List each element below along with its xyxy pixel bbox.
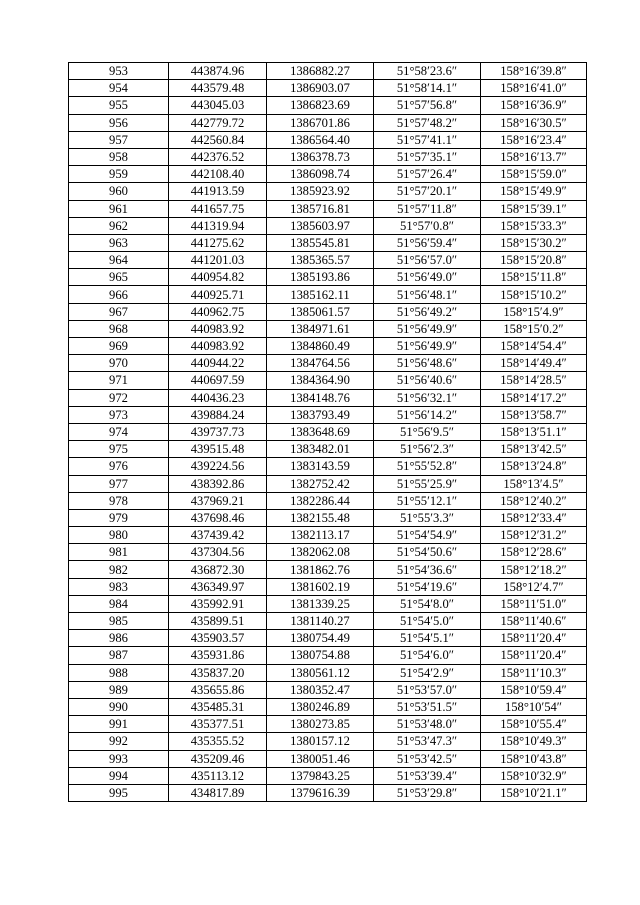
table-row: [69, 252, 587, 269]
latitude-cell: 51°54′5.0″: [374, 613, 481, 630]
latitude-cell: 51°55′52.8″: [374, 458, 481, 475]
x-coordinate-cell: 434817.89: [169, 784, 267, 801]
point-number-cell: 953: [69, 63, 169, 80]
table-row: [69, 63, 587, 80]
y-coordinate-cell: 1386882.27: [267, 63, 374, 80]
y-coordinate-cell: 1380051.46: [267, 750, 374, 767]
x-coordinate-cell: 439224.56: [169, 458, 267, 475]
y-coordinate-cell: 1385365.57: [267, 252, 374, 269]
x-coordinate-cell: 440697.59: [169, 372, 267, 389]
longitude-cell: 158°13′58.7″: [481, 406, 587, 423]
point-number-cell: 980: [69, 527, 169, 544]
y-coordinate-cell: 1383482.01: [267, 441, 374, 458]
longitude-cell: 158°15′49.9″: [481, 183, 587, 200]
latitude-cell: 51°58′14.1″: [374, 80, 481, 97]
table-row: [69, 492, 587, 509]
longitude-cell: 158°12′18.2″: [481, 561, 587, 578]
longitude-cell: 158°14′49.4″: [481, 355, 587, 372]
point-number-cell: 985: [69, 613, 169, 630]
y-coordinate-cell: 1379843.25: [267, 767, 374, 784]
table-row: [69, 441, 587, 458]
longitude-cell: 158°15′30.2″: [481, 234, 587, 251]
latitude-cell: 51°56′49.9″: [374, 338, 481, 355]
y-coordinate-cell: 1383648.69: [267, 423, 374, 440]
x-coordinate-cell: 435903.57: [169, 630, 267, 647]
longitude-cell: 158°15′39.1″: [481, 200, 587, 217]
x-coordinate-cell: 435113.12: [169, 767, 267, 784]
latitude-cell: 51°54′6.0″: [374, 647, 481, 664]
y-coordinate-cell: 1380246.89: [267, 698, 374, 715]
table-row: [69, 423, 587, 440]
point-number-cell: 973: [69, 406, 169, 423]
table-row: [69, 80, 587, 97]
latitude-cell: 51°56′14.2″: [374, 406, 481, 423]
x-coordinate-cell: 443579.48: [169, 80, 267, 97]
table-row: [69, 114, 587, 131]
y-coordinate-cell: 1385716.81: [267, 200, 374, 217]
longitude-cell: 158°16′23.4″: [481, 131, 587, 148]
point-number-cell: 989: [69, 681, 169, 698]
latitude-cell: 51°53′51.5″: [374, 698, 481, 715]
latitude-cell: 51°53′39.4″: [374, 767, 481, 784]
table-row: [69, 148, 587, 165]
latitude-cell: 51°56′40.6″: [374, 372, 481, 389]
table-row: [69, 217, 587, 234]
y-coordinate-cell: 1382752.42: [267, 475, 374, 492]
coordinates-table: [68, 62, 587, 802]
x-coordinate-cell: 435355.52: [169, 733, 267, 750]
x-coordinate-cell: 441913.59: [169, 183, 267, 200]
x-coordinate-cell: 435899.51: [169, 613, 267, 630]
latitude-cell: 51°58′23.6″: [374, 63, 481, 80]
x-coordinate-cell: 435837.20: [169, 664, 267, 681]
longitude-cell: 158°16′13.7″: [481, 148, 587, 165]
point-number-cell: 991: [69, 716, 169, 733]
y-coordinate-cell: 1383143.59: [267, 458, 374, 475]
longitude-cell: 158°15′11.8″: [481, 269, 587, 286]
x-coordinate-cell: 440962.75: [169, 303, 267, 320]
table-row: [69, 131, 587, 148]
table-row: [69, 389, 587, 406]
point-number-cell: 965: [69, 269, 169, 286]
x-coordinate-cell: 439884.24: [169, 406, 267, 423]
x-coordinate-cell: 441275.62: [169, 234, 267, 251]
y-coordinate-cell: 1379616.39: [267, 784, 374, 801]
point-number-cell: 971: [69, 372, 169, 389]
point-number-cell: 968: [69, 320, 169, 337]
table-row: [69, 613, 587, 630]
longitude-cell: 158°11′51.0″: [481, 595, 587, 612]
x-coordinate-cell: 435377.51: [169, 716, 267, 733]
longitude-cell: 158°16′41.0″: [481, 80, 587, 97]
latitude-cell: 51°57′48.2″: [374, 114, 481, 131]
x-coordinate-cell: 436349.97: [169, 578, 267, 595]
x-coordinate-cell: 443874.96: [169, 63, 267, 80]
longitude-cell: 158°15′4.9″: [481, 303, 587, 320]
y-coordinate-cell: 1386903.07: [267, 80, 374, 97]
x-coordinate-cell: 435992.91: [169, 595, 267, 612]
latitude-cell: 51°57′26.4″: [374, 166, 481, 183]
point-number-cell: 986: [69, 630, 169, 647]
latitude-cell: 51°53′57.0″: [374, 681, 481, 698]
table-row: [69, 784, 587, 801]
longitude-cell: 158°12′4.7″: [481, 578, 587, 595]
table-row: [69, 355, 587, 372]
y-coordinate-cell: 1380561.12: [267, 664, 374, 681]
x-coordinate-cell: 440983.92: [169, 338, 267, 355]
longitude-cell: 158°13′42.5″: [481, 441, 587, 458]
longitude-cell: 158°14′54.4″: [481, 338, 587, 355]
latitude-cell: 51°57′41.1″: [374, 131, 481, 148]
point-number-cell: 963: [69, 234, 169, 251]
latitude-cell: 51°56′48.1″: [374, 286, 481, 303]
point-number-cell: 964: [69, 252, 169, 269]
y-coordinate-cell: 1384364.90: [267, 372, 374, 389]
point-number-cell: 960: [69, 183, 169, 200]
point-number-cell: 978: [69, 492, 169, 509]
latitude-cell: 51°55′25.9″: [374, 475, 481, 492]
longitude-cell: 158°14′28.5″: [481, 372, 587, 389]
longitude-cell: 158°10′59.4″: [481, 681, 587, 698]
x-coordinate-cell: 439737.73: [169, 423, 267, 440]
point-number-cell: 988: [69, 664, 169, 681]
table-row: [69, 527, 587, 544]
point-number-cell: 977: [69, 475, 169, 492]
table-row: [69, 372, 587, 389]
longitude-cell: 158°12′33.4″: [481, 509, 587, 526]
y-coordinate-cell: 1386823.69: [267, 97, 374, 114]
longitude-cell: 158°12′28.6″: [481, 544, 587, 561]
latitude-cell: 51°57′56.8″: [374, 97, 481, 114]
point-number-cell: 979: [69, 509, 169, 526]
y-coordinate-cell: 1386564.40: [267, 131, 374, 148]
point-number-cell: 969: [69, 338, 169, 355]
point-number-cell: 984: [69, 595, 169, 612]
point-number-cell: 954: [69, 80, 169, 97]
table-row: [69, 750, 587, 767]
longitude-cell: 158°15′10.2″: [481, 286, 587, 303]
table-row: [69, 630, 587, 647]
latitude-cell: 51°56′32.1″: [374, 389, 481, 406]
longitude-cell: 158°13′51.1″: [481, 423, 587, 440]
latitude-cell: 51°57′20.1″: [374, 183, 481, 200]
x-coordinate-cell: 441201.03: [169, 252, 267, 269]
point-number-cell: 994: [69, 767, 169, 784]
point-number-cell: 972: [69, 389, 169, 406]
point-number-cell: 974: [69, 423, 169, 440]
y-coordinate-cell: 1385603.97: [267, 217, 374, 234]
point-number-cell: 959: [69, 166, 169, 183]
longitude-cell: 158°12′40.2″: [481, 492, 587, 509]
latitude-cell: 51°53′47.3″: [374, 733, 481, 750]
table-row: [69, 475, 587, 492]
table-row: [69, 578, 587, 595]
latitude-cell: 51°56′49.2″: [374, 303, 481, 320]
point-number-cell: 966: [69, 286, 169, 303]
y-coordinate-cell: 1385061.57: [267, 303, 374, 320]
x-coordinate-cell: 435931.86: [169, 647, 267, 664]
y-coordinate-cell: 1381140.27: [267, 613, 374, 630]
latitude-cell: 51°56′49.0″: [374, 269, 481, 286]
x-coordinate-cell: 440983.92: [169, 320, 267, 337]
y-coordinate-cell: 1386098.74: [267, 166, 374, 183]
point-number-cell: 976: [69, 458, 169, 475]
point-number-cell: 995: [69, 784, 169, 801]
point-number-cell: 982: [69, 561, 169, 578]
point-number-cell: 992: [69, 733, 169, 750]
latitude-cell: 51°56′9.5″: [374, 423, 481, 440]
latitude-cell: 51°56′59.4″: [374, 234, 481, 251]
point-number-cell: 993: [69, 750, 169, 767]
y-coordinate-cell: 1385545.81: [267, 234, 374, 251]
longitude-cell: 158°16′30.5″: [481, 114, 587, 131]
point-number-cell: 967: [69, 303, 169, 320]
x-coordinate-cell: 439515.48: [169, 441, 267, 458]
table-row: [69, 698, 587, 715]
y-coordinate-cell: 1381602.19: [267, 578, 374, 595]
table-row: [69, 647, 587, 664]
longitude-cell: 158°15′0.2″: [481, 320, 587, 337]
longitude-cell: 158°11′20.4″: [481, 630, 587, 647]
table-row: [69, 269, 587, 286]
table-row: [69, 458, 587, 475]
x-coordinate-cell: 442376.52: [169, 148, 267, 165]
point-number-cell: 962: [69, 217, 169, 234]
x-coordinate-cell: 442779.72: [169, 114, 267, 131]
x-coordinate-cell: 437698.46: [169, 509, 267, 526]
latitude-cell: 51°56′2.3″: [374, 441, 481, 458]
point-number-cell: 990: [69, 698, 169, 715]
table-row: [69, 733, 587, 750]
point-number-cell: 956: [69, 114, 169, 131]
table-row: [69, 183, 587, 200]
y-coordinate-cell: 1383793.49: [267, 406, 374, 423]
point-number-cell: 983: [69, 578, 169, 595]
latitude-cell: 51°57′11.8″: [374, 200, 481, 217]
table-row: [69, 681, 587, 698]
latitude-cell: 51°56′57.0″: [374, 252, 481, 269]
longitude-cell: 158°12′31.2″: [481, 527, 587, 544]
y-coordinate-cell: 1386378.73: [267, 148, 374, 165]
latitude-cell: 51°55′3.3″: [374, 509, 481, 526]
latitude-cell: 51°57′35.1″: [374, 148, 481, 165]
y-coordinate-cell: 1382113.17: [267, 527, 374, 544]
table-row: [69, 509, 587, 526]
y-coordinate-cell: 1382155.48: [267, 509, 374, 526]
table-row: [69, 200, 587, 217]
latitude-cell: 51°54′50.6″: [374, 544, 481, 561]
table-row: [69, 406, 587, 423]
table-row: [69, 561, 587, 578]
x-coordinate-cell: 443045.03: [169, 97, 267, 114]
longitude-cell: 158°11′10.3″: [481, 664, 587, 681]
y-coordinate-cell: 1384860.49: [267, 338, 374, 355]
table-row: [69, 338, 587, 355]
x-coordinate-cell: 438392.86: [169, 475, 267, 492]
point-number-cell: 987: [69, 647, 169, 664]
longitude-cell: 158°11′40.6″: [481, 613, 587, 630]
table-row: [69, 664, 587, 681]
x-coordinate-cell: 440954.82: [169, 269, 267, 286]
y-coordinate-cell: 1382062.08: [267, 544, 374, 561]
longitude-cell: 158°16′39.8″: [481, 63, 587, 80]
latitude-cell: 51°53′42.5″: [374, 750, 481, 767]
point-number-cell: 958: [69, 148, 169, 165]
table-row: [69, 97, 587, 114]
x-coordinate-cell: 441319.94: [169, 217, 267, 234]
table-row: [69, 320, 587, 337]
table-row: [69, 286, 587, 303]
latitude-cell: 51°56′48.6″: [374, 355, 481, 372]
longitude-cell: 158°16′36.9″: [481, 97, 587, 114]
longitude-cell: 158°13′24.8″: [481, 458, 587, 475]
longitude-cell: 158°10′55.4″: [481, 716, 587, 733]
longitude-cell: 158°15′20.8″: [481, 252, 587, 269]
longitude-cell: 158°10′49.3″: [481, 733, 587, 750]
longitude-cell: 158°10′21.1″: [481, 784, 587, 801]
longitude-cell: 158°11′20.4″: [481, 647, 587, 664]
table-row: [69, 234, 587, 251]
y-coordinate-cell: 1381862.76: [267, 561, 374, 578]
table-row: [69, 166, 587, 183]
latitude-cell: 51°57′0.8″: [374, 217, 481, 234]
table-row: [69, 544, 587, 561]
y-coordinate-cell: 1385193.86: [267, 269, 374, 286]
latitude-cell: 51°54′19.6″: [374, 578, 481, 595]
x-coordinate-cell: 440925.71: [169, 286, 267, 303]
y-coordinate-cell: 1380754.49: [267, 630, 374, 647]
point-number-cell: 957: [69, 131, 169, 148]
longitude-cell: 158°14′17.2″: [481, 389, 587, 406]
latitude-cell: 51°56′49.9″: [374, 320, 481, 337]
x-coordinate-cell: 440436.23: [169, 389, 267, 406]
x-coordinate-cell: 435655.86: [169, 681, 267, 698]
longitude-cell: 158°15′59.0″: [481, 166, 587, 183]
y-coordinate-cell: 1384971.61: [267, 320, 374, 337]
longitude-cell: 158°15′33.3″: [481, 217, 587, 234]
point-number-cell: 975: [69, 441, 169, 458]
point-number-cell: 961: [69, 200, 169, 217]
longitude-cell: 158°10′43.8″: [481, 750, 587, 767]
x-coordinate-cell: 437969.21: [169, 492, 267, 509]
x-coordinate-cell: 437439.42: [169, 527, 267, 544]
y-coordinate-cell: 1384148.76: [267, 389, 374, 406]
latitude-cell: 51°53′29.8″: [374, 784, 481, 801]
x-coordinate-cell: 437304.56: [169, 544, 267, 561]
table-row: [69, 716, 587, 733]
longitude-cell: 158°13′4.5″: [481, 475, 587, 492]
latitude-cell: 51°55′12.1″: [374, 492, 481, 509]
x-coordinate-cell: 440944.22: [169, 355, 267, 372]
y-coordinate-cell: 1380157.12: [267, 733, 374, 750]
y-coordinate-cell: 1380352.47: [267, 681, 374, 698]
x-coordinate-cell: 435209.46: [169, 750, 267, 767]
y-coordinate-cell: 1386701.86: [267, 114, 374, 131]
latitude-cell: 51°54′2.9″: [374, 664, 481, 681]
x-coordinate-cell: 442560.84: [169, 131, 267, 148]
point-number-cell: 955: [69, 97, 169, 114]
y-coordinate-cell: 1382286.44: [267, 492, 374, 509]
latitude-cell: 51°54′54.9″: [374, 527, 481, 544]
table-row: [69, 595, 587, 612]
latitude-cell: 51°53′48.0″: [374, 716, 481, 733]
x-coordinate-cell: 442108.40: [169, 166, 267, 183]
latitude-cell: 51°54′5.1″: [374, 630, 481, 647]
longitude-cell: 158°10′54″: [481, 698, 587, 715]
x-coordinate-cell: 436872.30: [169, 561, 267, 578]
y-coordinate-cell: 1385923.92: [267, 183, 374, 200]
latitude-cell: 51°54′36.6″: [374, 561, 481, 578]
point-number-cell: 981: [69, 544, 169, 561]
y-coordinate-cell: 1380754.88: [267, 647, 374, 664]
point-number-cell: 970: [69, 355, 169, 372]
latitude-cell: 51°54′8.0″: [374, 595, 481, 612]
table-row: [69, 767, 587, 784]
y-coordinate-cell: 1381339.25: [267, 595, 374, 612]
longitude-cell: 158°10′32.9″: [481, 767, 587, 784]
y-coordinate-cell: 1385162.11: [267, 286, 374, 303]
y-coordinate-cell: 1380273.85: [267, 716, 374, 733]
table-row: [69, 303, 587, 320]
x-coordinate-cell: 441657.75: [169, 200, 267, 217]
x-coordinate-cell: 435485.31: [169, 698, 267, 715]
coordinates-table-body: [69, 63, 587, 802]
y-coordinate-cell: 1384764.56: [267, 355, 374, 372]
